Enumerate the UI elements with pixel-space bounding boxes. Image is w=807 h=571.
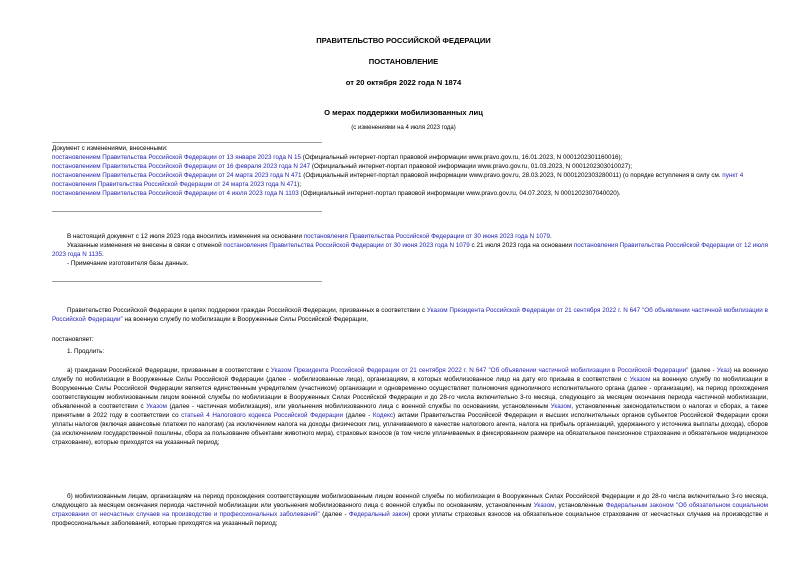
federal-law-link[interactable]: Федеральным законом "Об обязательном социальном страховании от несчастных случаев на производстве и профессиональных заболеваний"	[52, 502, 768, 518]
federal-law-short-link[interactable]: Федеральный закон	[348, 511, 409, 518]
amendments-intro: Документ с изменениями, внесенными:	[52, 145, 168, 152]
amendments-block	[52, 144, 768, 198]
note-1-link[interactable]: постановления Правительства Российской Федерации от 30 июня 2023 года N 1079	[303, 233, 550, 240]
note-3: - Примечание изготовителя базы данных.	[67, 260, 189, 267]
decree-short-link[interactable]: Указ	[716, 367, 730, 374]
decree-short-link[interactable]: Указом	[146, 403, 167, 410]
decree-short-link[interactable]: Указом	[533, 502, 555, 509]
resolves-word: постановляет:	[52, 336, 94, 343]
decree-short-link[interactable]: Указом	[629, 376, 651, 383]
preamble: Правительство Российской Федерации в целях поддержки граждан Российской Федерации, призванных в соответствии с Указом Президента Российской Федерации от 21 сентября 2022 г. N 647 "Об объявлении частичной мобилизации в Российской Федерации" на военную службу по мобилизации в Вооруженные Силы Российской Федерации,	[52, 307, 768, 323]
amendment-link[interactable]: постановлением Правительства Российской Федерации от 4 июля 2023 года N 1103	[52, 190, 299, 197]
divider	[52, 211, 322, 212]
clause-1: 1. Продлить:	[67, 348, 105, 355]
amendment-item: постановлением Правительства Российской Федерации от 4 июля 2023 года N 1103 (Официальный интернет-портал правовой информации www.pravo.gov.ru, 04.07.2023, N 0001202307040020).	[52, 190, 621, 197]
document-title: О мерах поддержки мобилизованных лиц	[324, 108, 483, 117]
divider	[52, 281, 322, 282]
amendment-effect-link[interactable]: пункт 4 постановления Правительства Российской Федерации от 24 марта 2023 года N 471	[52, 172, 744, 188]
divider	[52, 142, 322, 143]
subclause-a: а) гражданам Российской Федерации, призванным в соответствии с Указом Президента Российской Федерации от 21 сентября 2022 г. N 647 "Об объявлении частичной мобилизации в Российской Федерации" (далее - Указ) на военную службу по мобилизации в Вооруженные Силы Российской Федерации (далее - мобилизованные лица), организациям, в которых мобилизованное лицо на дату его призыва в соответствии с Указом на военную службу по мобилизации в Вооруженные Силы Российской Федерации является единственным учредителем (участником) организации и одновременно осуществляет полномочия единоличного исполнительного органа (далее - организации), на период прохождения соответствующим мобилизованным лицом военной службы по мобилизации в Вооруженных Силах Российской Федерации и до 28-го числа включительно 3-го месяца, следующего за месяцем окончания периода частичной мобилизации, объявленной в соответствии с Указом (далее - частичная мобилизация), или увольнения мобилизованного лица с военной службы по основаниям, установленным Указом, установленные законодательством о налогах и сборах, а также принятыми в 2022 году в соответствии со статьей 4 Налогового кодекса Российской Федерации (далее - Кодекс) актами Правительства Российской Федерации и высших исполнительных органов субъектов Российской Федерации сроки уплаты налогов (включая авансовые платежи по налогам) (за исключением налога на доходы физических лиц, уплачиваемого в качестве налогового агента, налога на прибыль организаций, удержанного у источника выплаты дохода), сборов (за исключением государственной пошлины, сбора за пользование объектами животного мира), страховых взносов (в том числе уплачиваемых в фиксированном размере на обязательное пенсионное страхование и обязательное медицинское страхование), которые приходятся на указанный период;	[52, 367, 768, 446]
decree-link[interactable]: Указом Президента Российской Федерации от 21 сентября 2022 г. N 647 "Об объявлении частичной мобилизации в Российской Федерации"	[52, 307, 768, 323]
amendment-link[interactable]: постановлением Правительства Российской Федерации от 24 марта 2023 года N 471	[52, 172, 302, 179]
amendment-link[interactable]: постановлением Правительства Российской Федерации от 13 января 2023 года N 15	[52, 154, 302, 161]
subclause-b: б) мобилизованным лицам, организациям на период прохождения соответствующим мобилизованным лицом военной службы по мобилизации в Вооруженных Силах Российской Федерации и до 28-го числа включительно 3-го месяца, следующего за месяцем окончания периода частичной мобилизации или увольнения мобилизованного лица с военной службы по основаниям, установленным Указом, установленные Федеральным законом "Об обязательном социальном страховании от несчастных случаев на производстве и профессиональных заболеваний" (далее - Федеральный закон) сроки уплаты страховых взносов на обязательное социальное страхование от несчастных случаев на производстве и профессиональных заболеваний, которые приходятся на указанный период;	[52, 493, 768, 527]
notes-block	[52, 232, 768, 268]
note-2-link-2[interactable]: постановления Правительства Российской Федерации от 12 июля 2023 года N 1135	[52, 242, 768, 258]
decree-link[interactable]: Указом Президента Российской Федерации от 21 сентября 2022 г. N 647 "Об объявлении частичной мобилизации в Российской Федерации"	[270, 367, 689, 374]
amendment-link[interactable]: постановлением Правительства Российской Федерации от 16 февраля 2023 года N 247	[52, 163, 311, 170]
note-2: Указанные изменения не внесены в связи с отменой постановления Правительства Российской Федерации от 30 июня 2023 года N 1079 с 21 июля 2023 года на основании постановления Правительства Российской Федерации от 12 июля 2023 года N 1135.	[52, 242, 768, 258]
tax-code-article-link[interactable]: статьей 4 Налогового кодекса Российской Федерации	[181, 412, 344, 419]
tax-code-link[interactable]: Кодекс	[372, 412, 394, 419]
amendment-item: постановлением Правительства Российской Федерации от 16 февраля 2023 года N 247 (Официальный интернет-портал правовой информации www.pravo.gov.ru, 01.03.2023, N 0001202303010027);	[52, 163, 632, 170]
document-subtitle: (с изменениями на 4 июля 2023 года)	[351, 125, 456, 131]
note-1: В настоящий документ с 12 июля 2023 года вносились изменения на основании постановления Правительства Российской Федерации от 30 июня 2023 года N 1079.	[67, 233, 552, 240]
note-2-link[interactable]: постановления Правительства Российской Федерации от 30 июня 2023 года N 1079	[223, 242, 470, 249]
decree-short-link[interactable]: Указом	[550, 403, 572, 410]
document-kind: ПОСТАНОВЛЕНИЕ	[368, 57, 439, 66]
amendment-item: постановлением Правительства Российской Федерации от 24 марта 2023 года N 471 (Официальный интернет-портал правовой информации www.pravo.gov.ru, 28.03.2023, N 0001202303280011) (о порядке вступления в силу см. пункт 4 постановления Правительства Российской Федерации от 24 марта 2023 года N 471);	[52, 172, 744, 188]
amendment-item: постановлением Правительства Российской Федерации от 13 января 2023 года N 15 (Официальный интернет-портал правовой информации www.pravo.gov.ru, 16.01.2023, N 0001202301160016);	[52, 154, 623, 161]
government-name: ПРАВИТЕЛЬСТВО РОССИЙСКОЙ ФЕДЕРАЦИИ	[316, 36, 491, 45]
document-date: от 20 октября 2022 года N 1874	[345, 78, 462, 87]
